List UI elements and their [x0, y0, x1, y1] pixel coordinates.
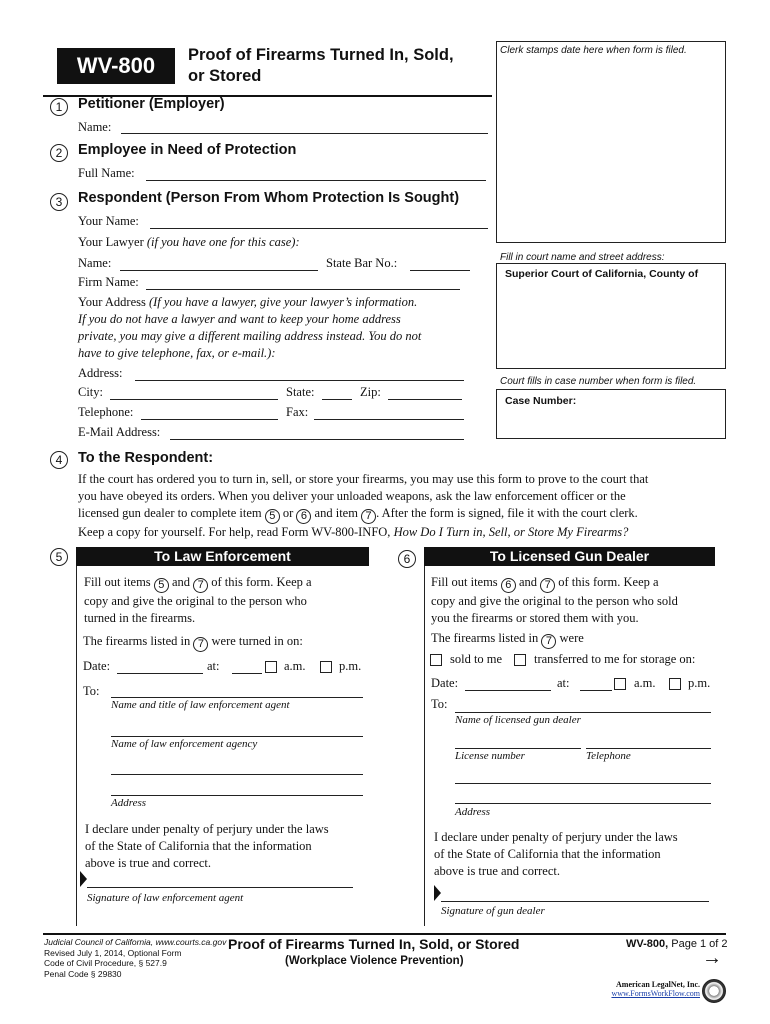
lawyer-heading: Your Lawyer: [78, 235, 144, 249]
petitioner-name-label: Name:: [78, 120, 112, 134]
gd-intro-b: and: [518, 575, 537, 589]
respondent-name-field[interactable]: [150, 228, 488, 229]
footer-page-number: Page 1 of 2: [671, 938, 728, 950]
gd-pm-label: p.m.: [688, 676, 711, 690]
section-3-number: 3: [50, 193, 68, 211]
gd-at-label: at:: [557, 676, 570, 690]
court-name-box[interactable]: [496, 263, 726, 369]
gd-am-label: a.m.: [634, 676, 656, 690]
address-field[interactable]: [135, 380, 464, 381]
footer-title: Proof of Firearms Turned In, Sold, or Stored: [228, 936, 520, 952]
gd-item-ref-7: 7: [540, 578, 555, 593]
gd-declare-2: of the State of California that the information: [434, 847, 661, 861]
employee-full-name-label: Full Name:: [78, 166, 135, 180]
gd-dealer-field[interactable]: [455, 712, 711, 713]
le-agent-field[interactable]: [111, 697, 363, 698]
le-date-label: Date:: [83, 659, 111, 673]
section-4-line1: If the court has ordered you to turn in, sell, or store your firearms, you may use this form to prove to the court that: [78, 472, 649, 486]
le-pm-checkbox[interactable]: [320, 661, 332, 673]
le-address-field-2[interactable]: [111, 795, 363, 796]
gd-intro-a: Fill out items: [431, 575, 498, 589]
le-address-field-1[interactable]: [111, 774, 363, 775]
gd-intro-3: you the firearms or stored them with you.: [431, 611, 639, 625]
section-6-header-bar: To Licensed Gun Dealer: [424, 547, 715, 566]
city-field[interactable]: [110, 399, 278, 400]
le-am-checkbox[interactable]: [265, 661, 277, 673]
le-intro-2: copy and give the original to the person who: [84, 594, 307, 608]
gd-sold-checkbox[interactable]: [430, 654, 442, 666]
gd-listed-ref-7: 7: [541, 634, 556, 649]
case-number-box[interactable]: [496, 389, 726, 439]
gd-sold-label: sold to me: [450, 652, 503, 666]
le-listed-text: [83, 634, 303, 652]
zip-label: Zip:: [360, 385, 381, 399]
section-2-heading: Employee in Need of Protection: [78, 142, 297, 158]
section-4-heading: To the Respondent:: [78, 450, 214, 466]
employee-full-name-field[interactable]: [146, 180, 486, 181]
gd-telephone-field[interactable]: [586, 748, 711, 749]
address-note-3: private, you may give a different mailing address instead. You do not: [78, 329, 422, 343]
section-4-line3b: or: [282, 506, 294, 520]
form-title-line2: or Stored: [188, 67, 262, 85]
gd-license-caption: License number: [455, 750, 525, 762]
address-instructions: [78, 294, 488, 362]
footer-revised: Revised July 1, 2014, Optional Form: [44, 947, 182, 958]
gd-to-label: To:: [431, 697, 448, 711]
court-caption: Fill in court name and street address:: [500, 252, 665, 263]
firm-name-label: Firm Name:: [78, 275, 139, 289]
section-5-header-bar: To Law Enforcement: [76, 547, 369, 566]
lawyer-note: (if you have one for this case):: [146, 235, 300, 249]
lawyer-label: [78, 235, 300, 250]
section-4-line3d: . After the form is signed, file it with the court clerk.: [376, 506, 638, 520]
gd-intro-2: copy and give the original to the person who sold: [431, 594, 678, 608]
gd-pm-checkbox[interactable]: [669, 678, 681, 690]
publisher-url[interactable]: www.FormsWorkFlow.com: [611, 989, 700, 998]
footer-subtitle: (Workplace Violence Prevention): [285, 955, 464, 967]
respondent-name-label: Your Name:: [78, 214, 139, 228]
footer-penal: Penal Code § 29830: [44, 968, 122, 979]
section-6-number: 6: [398, 550, 416, 568]
gd-listed-text: [431, 631, 584, 649]
le-intro-c: of this form. Keep a: [211, 575, 312, 589]
le-declaration: [85, 821, 365, 872]
le-intro-3: turned in the firearms.: [84, 611, 196, 625]
le-signature-field[interactable]: [87, 887, 353, 888]
zip-field[interactable]: [388, 399, 462, 400]
form-title: [188, 45, 454, 87]
le-declare-1: I declare under penalty of perjury under the laws: [85, 822, 329, 836]
le-listed-b: were turned in on:: [211, 634, 303, 648]
petitioner-name-field[interactable]: [121, 133, 488, 134]
gd-item-ref-6: 6: [501, 578, 516, 593]
footer-council: Judicial Council of California, www.courts.ca.gov: [44, 937, 227, 947]
fax-field[interactable]: [314, 419, 464, 420]
section-4-text: [78, 471, 738, 541]
gd-declare-3: above is true and correct.: [434, 864, 560, 878]
gd-signature-caption: Signature of gun dealer: [441, 905, 545, 917]
case-number-label: Case Number:: [505, 395, 577, 407]
lawyer-name-label: Name:: [78, 256, 112, 270]
section-4-line3c: and item: [314, 506, 358, 520]
item-ref-5: 5: [265, 509, 280, 524]
le-listed-ref-7: 7: [193, 637, 208, 652]
le-signature-arrow-icon: [80, 871, 87, 887]
publisher-logo-icon: [702, 979, 726, 1003]
le-intro: [84, 574, 364, 627]
section-2-number: 2: [50, 144, 68, 162]
lawyer-name-field[interactable]: [120, 270, 318, 271]
le-intro-a: Fill out items: [84, 575, 151, 589]
le-declare-2: of the State of California that the information: [85, 839, 312, 853]
gd-date-label: Date:: [431, 676, 459, 690]
footer-legal: [44, 937, 226, 979]
gd-declare-1: I declare under penalty of perjury under the laws: [434, 830, 678, 844]
le-address-caption: Address: [111, 797, 147, 809]
email-field[interactable]: [170, 439, 464, 440]
section-1-heading: Petitioner (Employer): [78, 96, 225, 112]
gd-transferred-checkbox[interactable]: [514, 654, 526, 666]
address-note-2: If you do not have a lawyer and want to keep your home address: [78, 312, 401, 326]
publisher-name: American LegalNet, Inc.: [616, 980, 700, 989]
le-date-field[interactable]: [117, 673, 203, 674]
gd-declaration: [434, 829, 718, 880]
section-1-number: 1: [50, 98, 68, 116]
section-4-line3a: licensed gun dealer to complete item: [78, 506, 262, 520]
section-4-number: 4: [50, 451, 68, 469]
state-bar-label: State Bar No.:: [326, 256, 398, 270]
address-note-4: have to give telephone, fax, or e-mail.):: [78, 346, 276, 360]
gd-am-checkbox[interactable]: [614, 678, 626, 690]
le-item-ref-7: 7: [193, 578, 208, 593]
le-declare-3: above is true and correct.: [85, 856, 211, 870]
gd-date-field[interactable]: [465, 690, 551, 691]
clerk-stamp-caption: Clerk stamps date here when form is filed.: [500, 45, 687, 56]
item-ref-7: 7: [361, 509, 376, 524]
section-4-line2: you have obeyed its orders. When you deliver your unloaded weapons, ask the law enforcement officer or the: [78, 489, 626, 503]
gd-address-field-1[interactable]: [455, 783, 711, 784]
le-at-label: at:: [207, 659, 220, 673]
city-label: City:: [78, 385, 104, 399]
next-page-arrow-icon[interactable]: →: [702, 947, 722, 969]
gd-signature-arrow-icon: [434, 885, 441, 901]
le-agency-caption: Name of law enforcement agency: [111, 738, 258, 750]
section-4-line4a: Keep a copy for yourself. For help, read Form WV-800-INFO,: [78, 525, 391, 539]
address-heading: Your Address: [78, 295, 146, 309]
gd-transferred-label: transferred to me for storage on:: [534, 652, 696, 666]
state-bar-field[interactable]: [410, 270, 470, 271]
le-item-ref-5: 5: [154, 578, 169, 593]
court-name-label: Superior Court of California, County of: [505, 268, 699, 280]
gd-dealer-caption: Name of licensed gun dealer: [455, 714, 581, 726]
footer-form-ref: WV-800,: [626, 938, 669, 950]
gd-address-caption: Address: [455, 806, 491, 818]
telephone-label: Telephone:: [78, 405, 134, 419]
gd-address-field-2[interactable]: [455, 803, 711, 804]
email-label: E-Mail Address:: [78, 425, 161, 439]
footer-rule: [43, 933, 726, 935]
le-listed-a: The firearms listed in: [83, 634, 191, 648]
state-field[interactable]: [322, 399, 352, 400]
le-agency-field[interactable]: [111, 736, 363, 737]
gd-intro-c: of this form. Keep a: [558, 575, 659, 589]
le-signature-caption: Signature of law enforcement agent: [87, 892, 244, 904]
publisher-block: [604, 980, 700, 998]
gd-time-field[interactable]: [580, 690, 612, 691]
gd-signature-field[interactable]: [441, 901, 709, 902]
info-form-title: How Do I Turn in, Sell, or Store My Firearms?: [393, 525, 629, 539]
le-intro-b: and: [171, 575, 190, 589]
state-label: State:: [286, 385, 315, 399]
footer-code: Code of Civil Procedure, § 527.9: [44, 958, 167, 968]
firm-name-field[interactable]: [146, 289, 460, 290]
case-caption: Court fills in case number when form is filed.: [500, 376, 697, 387]
le-pm-label: p.m.: [339, 659, 362, 673]
telephone-field[interactable]: [141, 419, 278, 420]
form-title-line1: Proof of Firearms Turned In, Sold,: [188, 46, 454, 64]
form-id-badge: WV-800: [57, 48, 175, 84]
le-to-label: To:: [83, 684, 100, 698]
fax-label: Fax:: [286, 405, 309, 419]
gd-license-field[interactable]: [455, 748, 581, 749]
le-am-label: a.m.: [284, 659, 306, 673]
gd-telephone-caption: Telephone: [586, 750, 631, 762]
le-time-field[interactable]: [232, 673, 262, 674]
le-agent-caption: Name and title of law enforcement agent: [111, 699, 290, 711]
section-3-heading: Respondent (Person From Whom Protection Is Sought): [78, 190, 460, 206]
address-label: Address:: [78, 366, 123, 380]
gd-listed-b: were: [559, 631, 584, 645]
gd-listed-a: The firearms listed in: [431, 631, 539, 645]
clerk-stamp-box: [496, 41, 726, 243]
address-note-1: (If you have a lawyer, give your lawyer’s information.: [148, 295, 418, 309]
item-ref-6: 6: [296, 509, 311, 524]
section-5-number: 5: [50, 548, 68, 566]
gd-intro: [431, 574, 715, 627]
